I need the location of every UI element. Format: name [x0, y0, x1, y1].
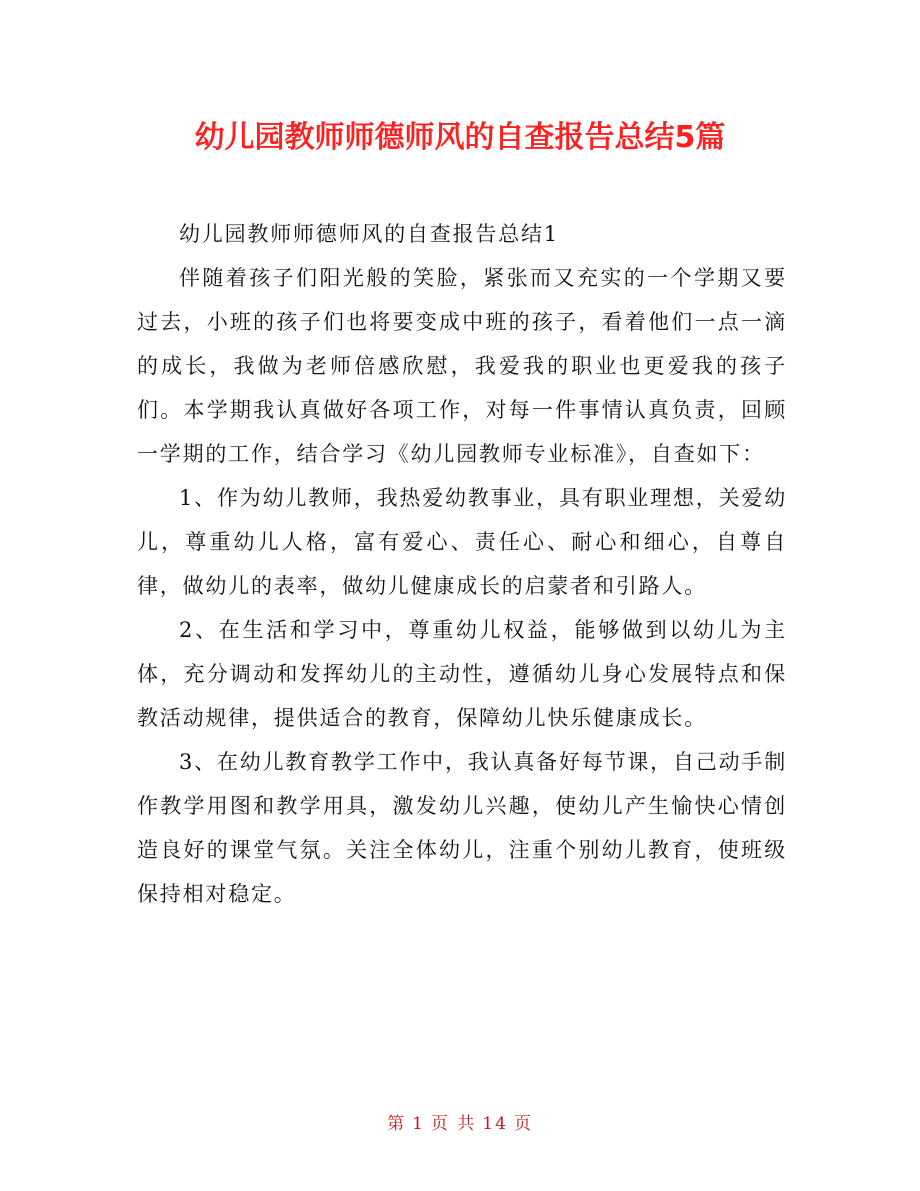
footer-current-page: 1	[412, 1114, 425, 1134]
section-heading: 幼儿园教师师德师风的自查报告总结1	[179, 222, 559, 246]
footer-total-pages: 14	[482, 1114, 508, 1134]
paragraph-item-1: 1、作为幼儿教师，我热爱幼教事业，具有职业理想，关爱幼儿，尊重幼儿人格，富有爱心、责任心、耐心和细心，自尊自律，做幼儿的表率，做幼儿健康成长的启蒙者和引路人。	[137, 486, 787, 598]
document-title: 幼儿园教师师德师风的自查报告总结5篇	[194, 120, 726, 155]
footer-suffix: 页	[513, 1114, 533, 1134]
paragraph-item-2: 2、在生活和学习中，尊重幼儿权益，能够做到以幼儿为主体，充分调动和发挥幼儿的主动性，遵循幼儿身心发展特点和保教活动规律，提供适合的教育，保障幼儿快乐健康成长。	[137, 618, 787, 730]
paragraph-item-3: 3、在幼儿教育教学工作中，我认真备好每节课，自己动手制作教学用图和教学用具，激发幼儿兴趣，使幼儿产生愉快心情创造良好的课堂气氛。关注全体幼儿，注重个别幼儿教育，使班级保持相对稳定。	[137, 750, 787, 906]
page-footer	[0, 1110, 920, 1138]
footer-middle: 页 共	[430, 1114, 477, 1134]
paragraph-intro: 伴随着孩子们阳光般的笑脸，紧张而又充实的一个学期又要过去，小班的孩子们也将要变成中班的孩子，看着他们一点一滴的成长，我做为老师倍感欣慰，我爱我的职业也更爱我的孩子们。本学期我认真做好各项工作，对每一件事情认真负责，回顾一学期的工作，结合学习《幼儿园教师专业标准》，自查如下：	[137, 266, 787, 466]
document-body	[137, 212, 787, 916]
footer-prefix: 第	[387, 1114, 407, 1134]
